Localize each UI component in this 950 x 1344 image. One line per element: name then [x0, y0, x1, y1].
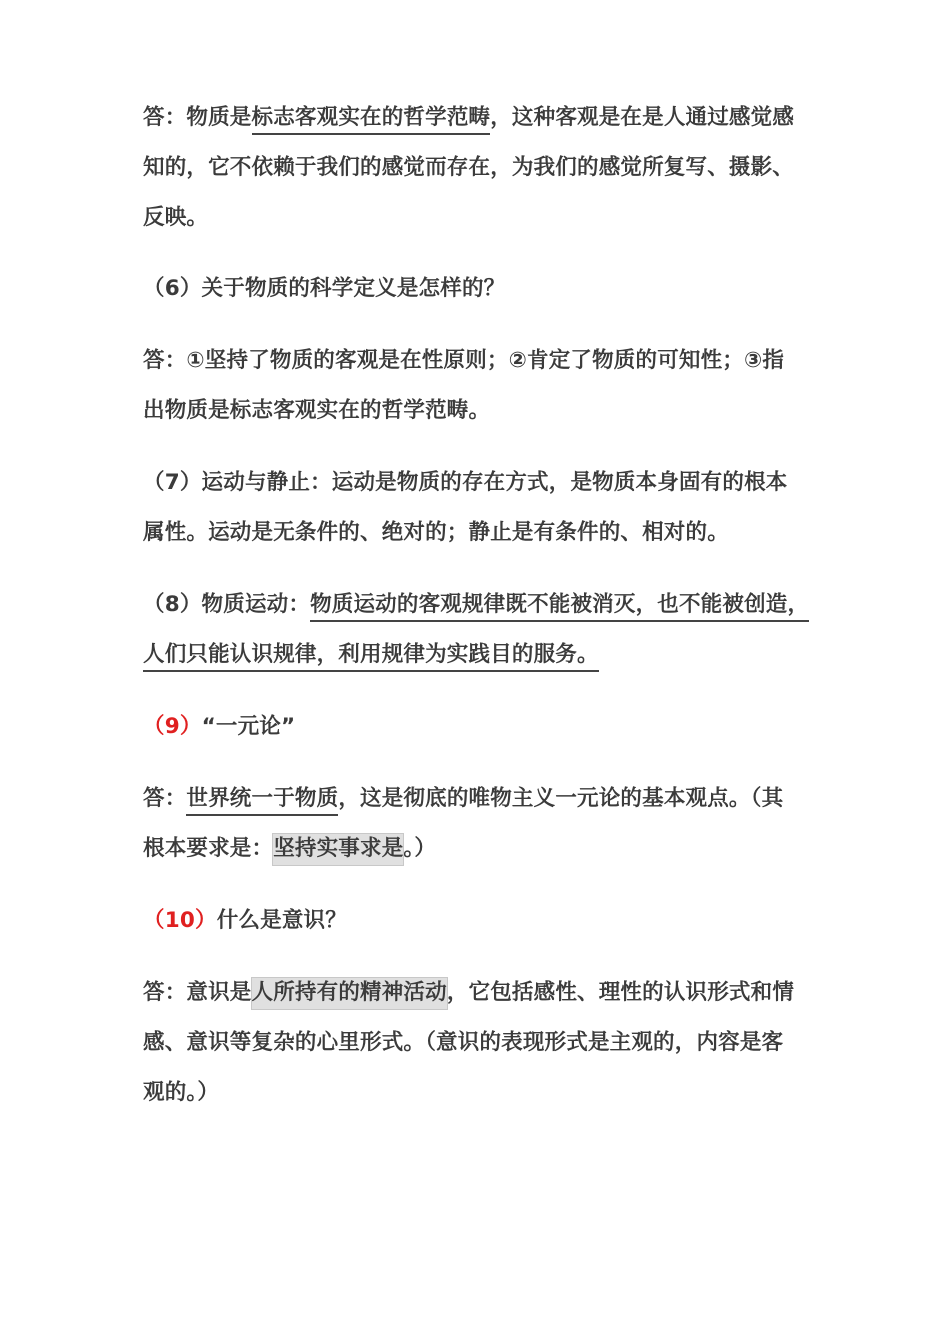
answer-5-line-2: 知的，它不依赖于我们的感觉而存在，为我们的感觉所复写、摄影、 [143, 155, 795, 180]
question-10 [143, 906, 347, 936]
answer-9-line-1 [143, 784, 783, 814]
answer-5-line-1 [143, 103, 794, 133]
question-label: （8）物质运动： [143, 592, 311, 617]
answer-10-line-1 [143, 978, 794, 1008]
underlined-term: 物质运动的客观规律既不能被消灭，也不能被创造， [310, 592, 809, 622]
highlighted-term: 坚持实事求是 [273, 834, 403, 865]
text-span: 答：物质是 [143, 105, 252, 130]
question-8-line-2 [143, 640, 599, 670]
underlined-term: 人们只能认识规律，利用规律为实践目的服务。 [143, 642, 599, 672]
text-span: 。） [403, 836, 437, 861]
question-9 [143, 712, 295, 742]
underlined-term: 标志客观实在的哲学范畴 [252, 105, 491, 135]
text-span: 根本要求是： [143, 836, 274, 861]
text-span: ，它包括感性、理性的认识形式和情 [446, 980, 795, 1005]
question-7-line-2: 属性。运动是无条件的、绝对的；静止是有条件的、相对的。 [143, 520, 729, 545]
underlined-term: 世界统一于物质 [186, 786, 338, 816]
text-span: 答：意识是 [143, 980, 252, 1005]
text-span: ，这是彻底的唯物主义一元论的基本观点。（其 [338, 786, 784, 811]
text-span: ，这种客观是在是人通过感觉感 [490, 105, 795, 130]
highlighted-term: 人所持有的精神活动 [252, 978, 447, 1009]
question-number: （10） [143, 908, 217, 933]
answer-10-line-3: 观的。） [143, 1080, 220, 1105]
question-6: （6）关于物质的科学定义是怎样的？ [143, 276, 506, 301]
question-number: （9） [143, 714, 202, 739]
question-8-line-1 [143, 590, 809, 620]
answer-6-line-1: 答：①坚持了物质的客观是在性原则；②肯定了物质的可知性；③指 [143, 348, 785, 373]
question-title: 什么是意识？ [216, 908, 347, 933]
answer-9-line-2 [143, 834, 436, 864]
text-span: 答： [143, 786, 187, 811]
answer-5-line-3: 反映。 [143, 205, 209, 230]
answer-6-line-2: 出物质是标志客观实在的哲学范畴。 [143, 398, 491, 423]
question-7-line-1: （7）运动与静止：运动是物质的存在方式，是物质本身固有的根本 [143, 470, 788, 495]
answer-10-line-2: 感、意识等复杂的心里形式。（意识的表现形式是主观的，内容是客 [143, 1030, 784, 1055]
question-title: “一元论” [201, 714, 296, 739]
